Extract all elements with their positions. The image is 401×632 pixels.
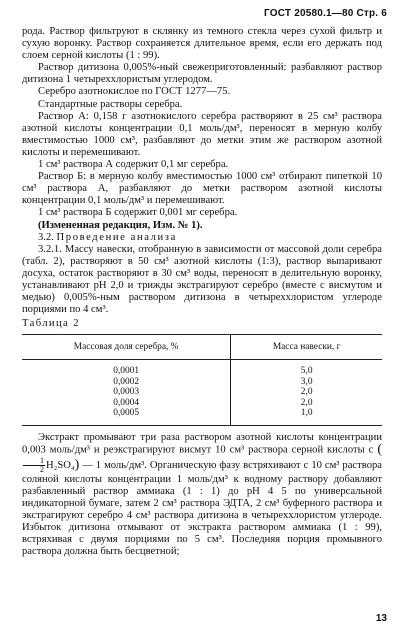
fraction-denominator: 2	[40, 464, 44, 474]
text-run: Экстракт промывают три раза раствором азотной кислоты концентрации 0,003 моль/дм³ и реэкстрагируют висмут 10 см³ раствора серной кислоты с	[22, 431, 382, 456]
table-cell: 3,0	[300, 376, 313, 387]
table-cell: 2,0	[300, 387, 313, 398]
table-cell: 2,0	[300, 397, 313, 408]
table-row	[22, 377, 382, 388]
paragraph: 1 см³ раствора Б содержит 0,001 мг серебра.	[38, 207, 238, 219]
table-header: Масса навески, г	[231, 335, 382, 360]
table-header: Массовая доля серебра, %	[22, 335, 231, 360]
table-row	[22, 360, 382, 377]
section-number: 3.2.	[38, 231, 54, 243]
fraction-numerator: 1	[23, 457, 45, 466]
paragraph: Раствор дитизона 0,005%-ный свежеприготовленный: разбавляют раствор дитизона 1 четыреххлористым углеродом.	[22, 62, 382, 86]
section-heading	[22, 232, 382, 244]
page-header: ГОСТ 20580.1—80 Стр. 6	[264, 8, 387, 19]
amendment-note: (Измененная редакция, Изм. № 1).	[38, 219, 203, 231]
table-row	[22, 408, 382, 425]
section-title: Проведение анализа	[56, 231, 177, 243]
paragraph: Стандартные растворы серебра.	[38, 98, 183, 110]
table-cell: 5,0	[300, 366, 313, 377]
table-cell: 0,0005	[22, 408, 231, 425]
table-row	[22, 398, 382, 409]
table-cell: 0,0002	[22, 377, 231, 388]
table-caption: Таблица 2	[22, 318, 80, 330]
open-paren: (	[377, 442, 382, 458]
paragraph: Раствор Б: в мерную колбу вместимостью 1000 см³ отбирают пипеткой 10 см³ раствора А, разбавляют до метки раствором азотной кислоты концентрации 0,1 моль/дм³ и перемешивают.	[22, 171, 382, 207]
paragraph: Раствор А: 0,158 г азотнокислого серебра растворяют в 25 см³ раствора азотной кислоты концентрации 0,1 моль/дм³, переносят в мерную колбу вместимостью 1000 см³, разбавляют до метки этим же раствором азотной кислоты и перемешивают.	[22, 110, 382, 158]
paragraph: 3.2.1. Массу навески, отобранную в зависимости от массовой доли серебра (табл. 2), растворяют в 50 см³ азотной кислоты (1:3), раствор выпаривают досуха, остаток растворяют в 30 см³ воды, переносят в делительную воронку, устанавливают pH 2,0 и трижды экстрагируют серебро (вместе с висмутом и медью) 0,005%-ным раствором дитизона в четыреххлористом углероде порциями по 4 см³.	[22, 243, 382, 316]
table-cell: 0,0001	[22, 360, 231, 377]
table-cell: 1,0	[231, 408, 382, 425]
table-2	[22, 334, 382, 426]
table-row	[22, 387, 382, 398]
table-cell: 0,0003	[22, 387, 231, 398]
paragraph	[22, 432, 382, 558]
formula: H₂SO₄	[46, 459, 75, 471]
document-body	[22, 26, 382, 558]
paragraph: рода. Раствор фильтруют в склянку из темного стекла через сухой фильтр и сухую воронку. Раствор сохраняется длительное время, если его держать под слоем серной кислоты (1 : 99).	[22, 26, 382, 62]
text-run: — 1 моль/дм³. Органическую фазу встряхивают с 10 см³ раствора соляной кислоты концентрации 1 моль/дм³ к водному раствору добавляют разбавленный раствор аммиака (1 : 1) до pH 4 5 по универсальной индикаторной бумаге, затем 2 см³ раствора ЭДТА, 2 см³ буферного раствора и экстрагируют серебро 4 см³ раствора дитизона в четыреххлористом углероде. Избыток дитизона отмывают от экстракта раствором аммиака (1 : 99), встряхивая с двумя порциями по 5 см³. Последняя порция промывного раствора должна быть бесцветной;	[22, 459, 382, 558]
paragraph: 1 см³ раствора А содержит 0,1 мг серебра.	[38, 159, 229, 171]
fraction	[23, 457, 45, 474]
table-cell: 0,0004	[22, 398, 231, 409]
paragraph: Серебро азотнокислое по ГОСТ 1277—75.	[38, 86, 231, 98]
page-number: 13	[375, 613, 387, 624]
close-paren: )	[74, 457, 80, 473]
